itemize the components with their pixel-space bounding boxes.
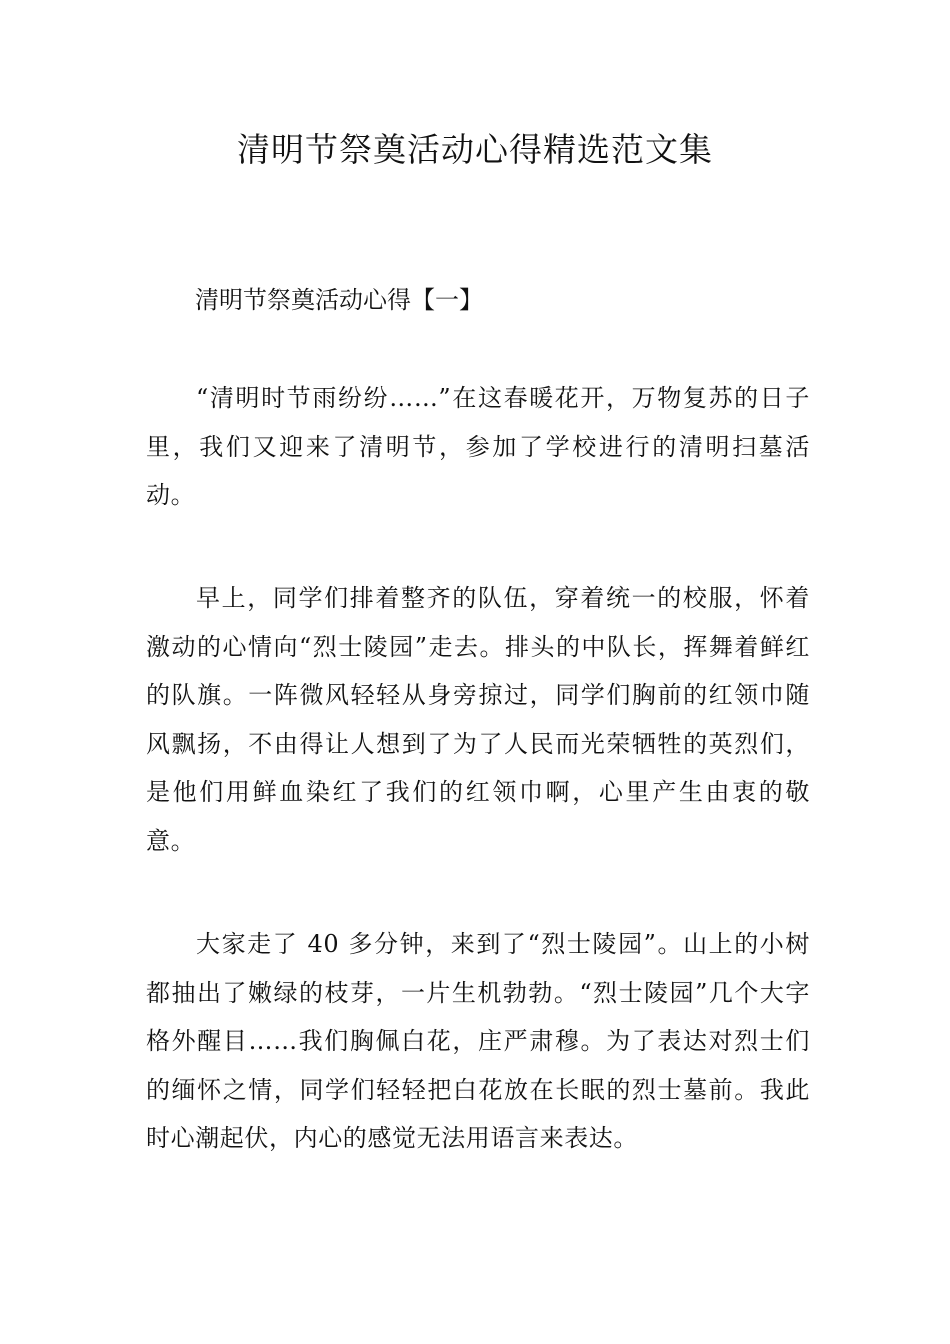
paragraph: 大家走了 40 多分钟，来到了“烈士陵园”。山上的小树都抽出了嫩绿的枝芽，一片生机勃勃。“烈士陵园”几个大字格外醒目……我们胸佩白花，庄严肃穆。为了表达对烈士们的缅怀之情，同学们轻轻把白花放在长眠的烈士墓前。我此时心潮起伏，内心的感觉无法用语言来表达。 [146, 930, 810, 1152]
paragraph: 早上，同学们排着整齐的队伍，穿着统一的校服，怀着激动的心情向“烈士陵园”走去。排头的中队长，挥舞着鲜红的队旗。一阵微风轻轻从身旁掠过，同学们胸前的红领巾随风飘扬，不由得让人想到了为了人民而光荣牺牲的英烈们，是他们用鲜血染红了我们的红领巾啊，心里产生由衷的敬意。 [146, 584, 810, 855]
document-title: 清明节祭奠活动心得精选范文集 [237, 130, 713, 169]
section-heading: 清明节祭奠活动心得【一】 [195, 286, 483, 314]
paragraph: “清明时节雨纷纷……”在这春暖花开，万物复苏的日子里，我们又迎来了清明节，参加了学校进行的清明扫墓活动。 [146, 384, 810, 509]
